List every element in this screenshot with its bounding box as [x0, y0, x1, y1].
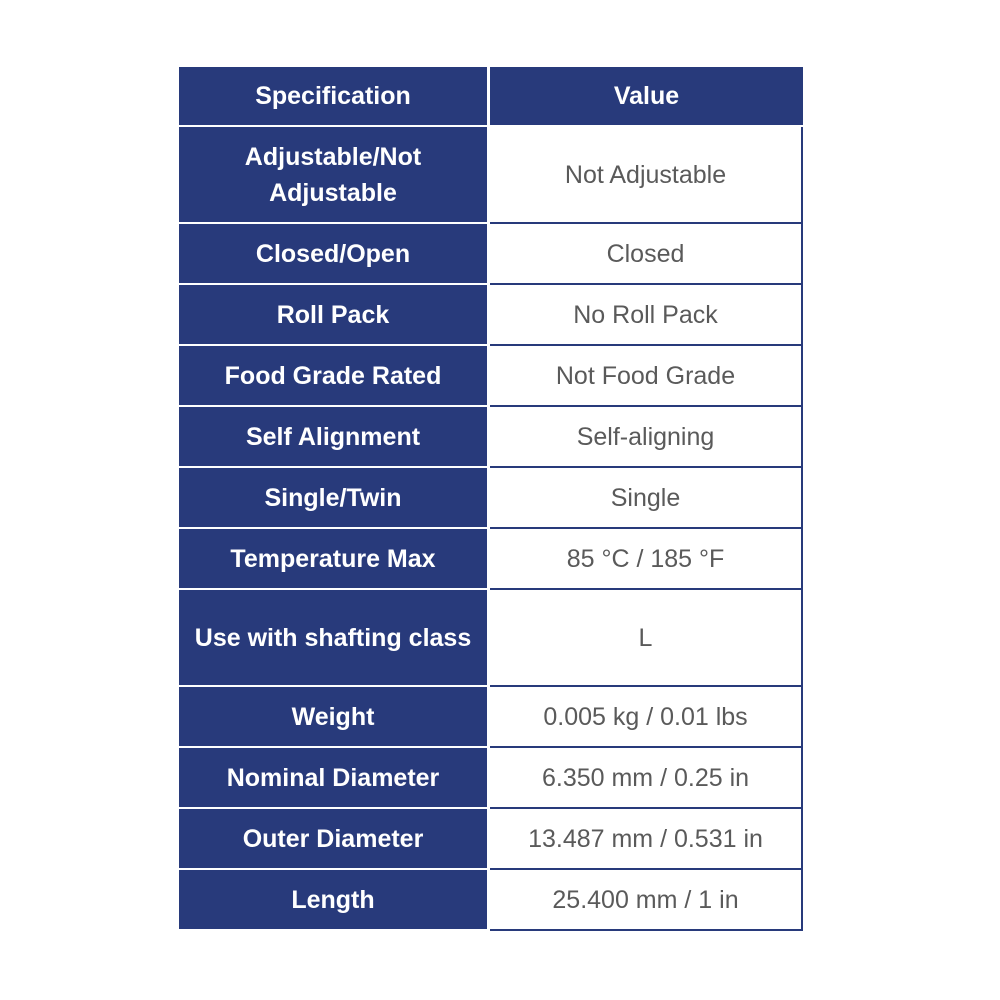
table-row [179, 407, 803, 468]
spec-name-cell: Nominal Diameter [179, 748, 490, 809]
spec-value-cell: Closed [490, 224, 803, 285]
spec-name-cell: Temperature Max [179, 529, 490, 590]
spec-value-cell: 0.005 kg / 0.01 lbs [490, 687, 803, 748]
table-row [179, 809, 803, 870]
spec-value-cell: 85 °C / 185 °F [490, 529, 803, 590]
table-row [179, 590, 803, 687]
spec-name-cell: Weight [179, 687, 490, 748]
table-row [179, 468, 803, 529]
table-header-row [179, 67, 803, 127]
spec-name-cell: Roll Pack [179, 285, 490, 346]
specification-table [179, 67, 803, 931]
spec-name-cell: Use with shafting class [179, 590, 490, 687]
table-row [179, 224, 803, 285]
spec-name-cell: Self Alignment [179, 407, 490, 468]
spec-name-cell: Length [179, 870, 490, 931]
spec-name-cell: Single/Twin [179, 468, 490, 529]
spec-name-cell: Food Grade Rated [179, 346, 490, 407]
table-row [179, 127, 803, 224]
spec-name-cell: Outer Diameter [179, 809, 490, 870]
table-row [179, 870, 803, 931]
spec-value-cell: L [490, 590, 803, 687]
table-row [179, 687, 803, 748]
spec-value-cell: Single [490, 468, 803, 529]
table-row [179, 748, 803, 809]
table-row [179, 346, 803, 407]
spec-value-cell: 25.400 mm / 1 in [490, 870, 803, 931]
spec-value-cell: Not Food Grade [490, 346, 803, 407]
spec-value-cell: 13.487 mm / 0.531 in [490, 809, 803, 870]
table-row [179, 285, 803, 346]
spec-name-cell: Closed/Open [179, 224, 490, 285]
table-row [179, 529, 803, 590]
spec-value-cell: Self-aligning [490, 407, 803, 468]
spec-value-cell: Not Adjustable [490, 127, 803, 224]
value-column-header: Value [490, 67, 803, 127]
specification-column-header: Specification [179, 67, 490, 127]
spec-value-cell: 6.350 mm / 0.25 in [490, 748, 803, 809]
spec-value-cell: No Roll Pack [490, 285, 803, 346]
spec-name-cell: Adjustable/Not Adjustable [179, 127, 490, 224]
